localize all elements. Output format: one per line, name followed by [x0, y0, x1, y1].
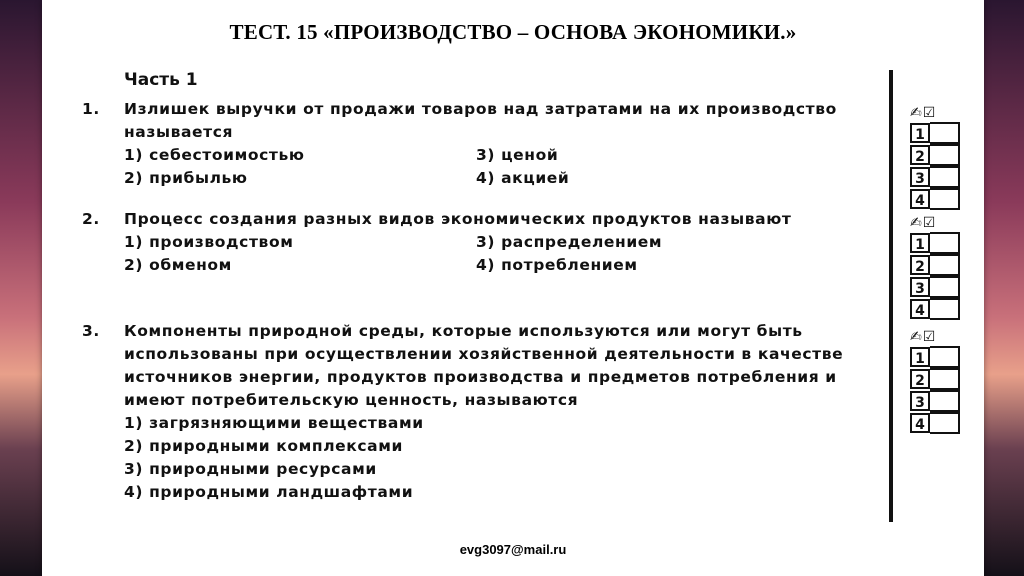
answer-number: 1 — [910, 233, 930, 253]
pencil-check-icon: ✍☑ — [910, 329, 937, 345]
answer-number: 4 — [910, 299, 930, 319]
option: 1) загрязняющими веществами — [124, 414, 424, 432]
answer-cell[interactable] — [910, 298, 966, 320]
answer-box-3 — [910, 328, 966, 434]
divider-line — [889, 70, 893, 522]
answer-checkbox[interactable] — [930, 368, 960, 390]
answer-checkbox[interactable] — [930, 276, 960, 298]
answer-checkbox[interactable] — [930, 122, 960, 144]
test-scan — [64, 70, 966, 522]
option: 2) прибылью — [124, 169, 248, 187]
question-text: Излишек выручки от продажи товаров над затратами на их производство называется — [124, 100, 837, 141]
left-background-strip — [0, 0, 42, 576]
answer-checkbox[interactable] — [930, 298, 960, 320]
answer-number: 2 — [910, 369, 930, 389]
options-grid — [124, 231, 882, 277]
footer-email[interactable]: evg3097@mail.ru — [459, 542, 567, 557]
answer-number: 4 — [910, 189, 930, 209]
answer-cell[interactable] — [910, 188, 966, 210]
answer-checkbox[interactable] — [930, 346, 960, 368]
answer-checkbox[interactable] — [930, 390, 960, 412]
answer-number: 3 — [910, 167, 930, 187]
option: 3) ценой — [476, 146, 559, 164]
answer-cell[interactable] — [910, 166, 966, 188]
option: 1) производством — [124, 233, 294, 251]
option: 4) потреблением — [476, 256, 638, 274]
answer-cell[interactable] — [910, 232, 966, 254]
answer-cell[interactable] — [910, 254, 966, 276]
answer-box-1 — [910, 104, 966, 210]
answer-number: 3 — [910, 391, 930, 411]
part-heading: Часть 1 — [124, 70, 198, 90]
option: 3) распределением — [476, 233, 663, 251]
pencil-check-icon: ✍☑ — [910, 105, 937, 121]
slide-title: ТЕСТ. 15 «ПРОИЗВОДСТВО – ОСНОВА ЭКОНОМИКИ.» — [229, 20, 797, 44]
answer-box-2 — [910, 214, 966, 320]
option: 4) акцией — [476, 169, 570, 187]
answer-cell[interactable] — [910, 412, 966, 434]
answer-checkbox[interactable] — [930, 232, 960, 254]
answer-number: 3 — [910, 277, 930, 297]
answer-checkbox[interactable] — [930, 412, 960, 434]
option: 3) природными ресурсами — [124, 460, 377, 478]
answer-number: 1 — [910, 123, 930, 143]
slide — [42, 0, 984, 576]
option: 1) себестоимостью — [124, 146, 305, 164]
question-2 — [82, 208, 882, 277]
answer-number: 2 — [910, 255, 930, 275]
question-number: 3. — [82, 322, 100, 340]
answer-cell[interactable] — [910, 368, 966, 390]
answer-cell[interactable] — [910, 276, 966, 298]
answer-checkbox[interactable] — [930, 188, 960, 210]
pencil-check-icon: ✍☑ — [910, 215, 937, 231]
answer-checkbox[interactable] — [930, 254, 960, 276]
question-text: Процесс создания разных видов экономических продуктов называют — [124, 210, 792, 228]
options-grid — [124, 144, 882, 190]
question-3 — [82, 320, 882, 504]
answer-cell[interactable] — [910, 346, 966, 368]
answer-cell[interactable] — [910, 144, 966, 166]
answer-number: 4 — [910, 413, 930, 433]
answer-checkbox[interactable] — [930, 166, 960, 188]
option: 4) природными ландшафтами — [124, 483, 414, 501]
question-number: 2. — [82, 210, 100, 228]
right-background-strip — [984, 0, 1024, 576]
question-number: 1. — [82, 100, 100, 118]
answer-number: 2 — [910, 145, 930, 165]
option: 2) обменом — [124, 256, 232, 274]
question-text: Компоненты природной среды, которые используются или могут быть использованы при осуществлении хозяйственной деятельности в качестве источников энергии, продуктов производства и предметов потребления и имеют потребительскую ценность, называются — [124, 322, 844, 409]
question-1 — [82, 98, 882, 190]
answer-cell[interactable] — [910, 390, 966, 412]
answer-number: 1 — [910, 347, 930, 367]
answer-cell[interactable] — [910, 122, 966, 144]
option: 2) природными комплексами — [124, 437, 403, 455]
answer-checkbox[interactable] — [930, 144, 960, 166]
